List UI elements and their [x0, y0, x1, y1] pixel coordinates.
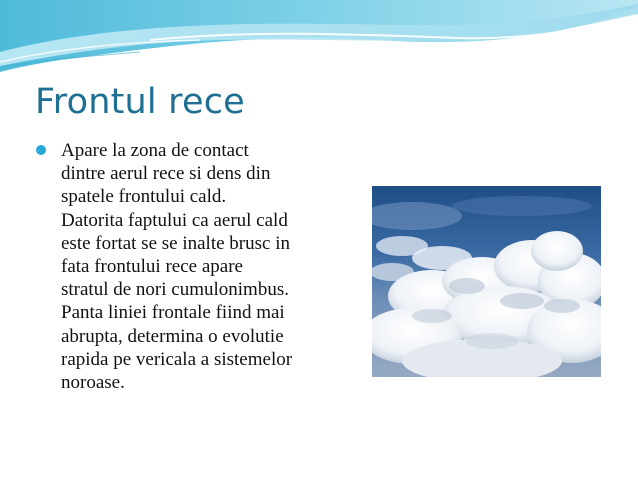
- slide-title: Frontul rece: [35, 82, 245, 122]
- header-wave-decoration: [0, 0, 638, 80]
- bullet-text: Apare la zona de contact dintre aerul rece si dens din spatele frontului cald. Datorita faptului ca aerul cald este fortat se se inalte brusc in fata frontului rece apare stratul de nori cumulonimbus. Panta liniei frontale fiind mai abrupta, determina o evolutie rapida pe vericala a sistemelor noroase.: [61, 140, 293, 394]
- bullet-icon: [36, 145, 46, 155]
- cumulonimbus-cloud-photo: [372, 186, 601, 377]
